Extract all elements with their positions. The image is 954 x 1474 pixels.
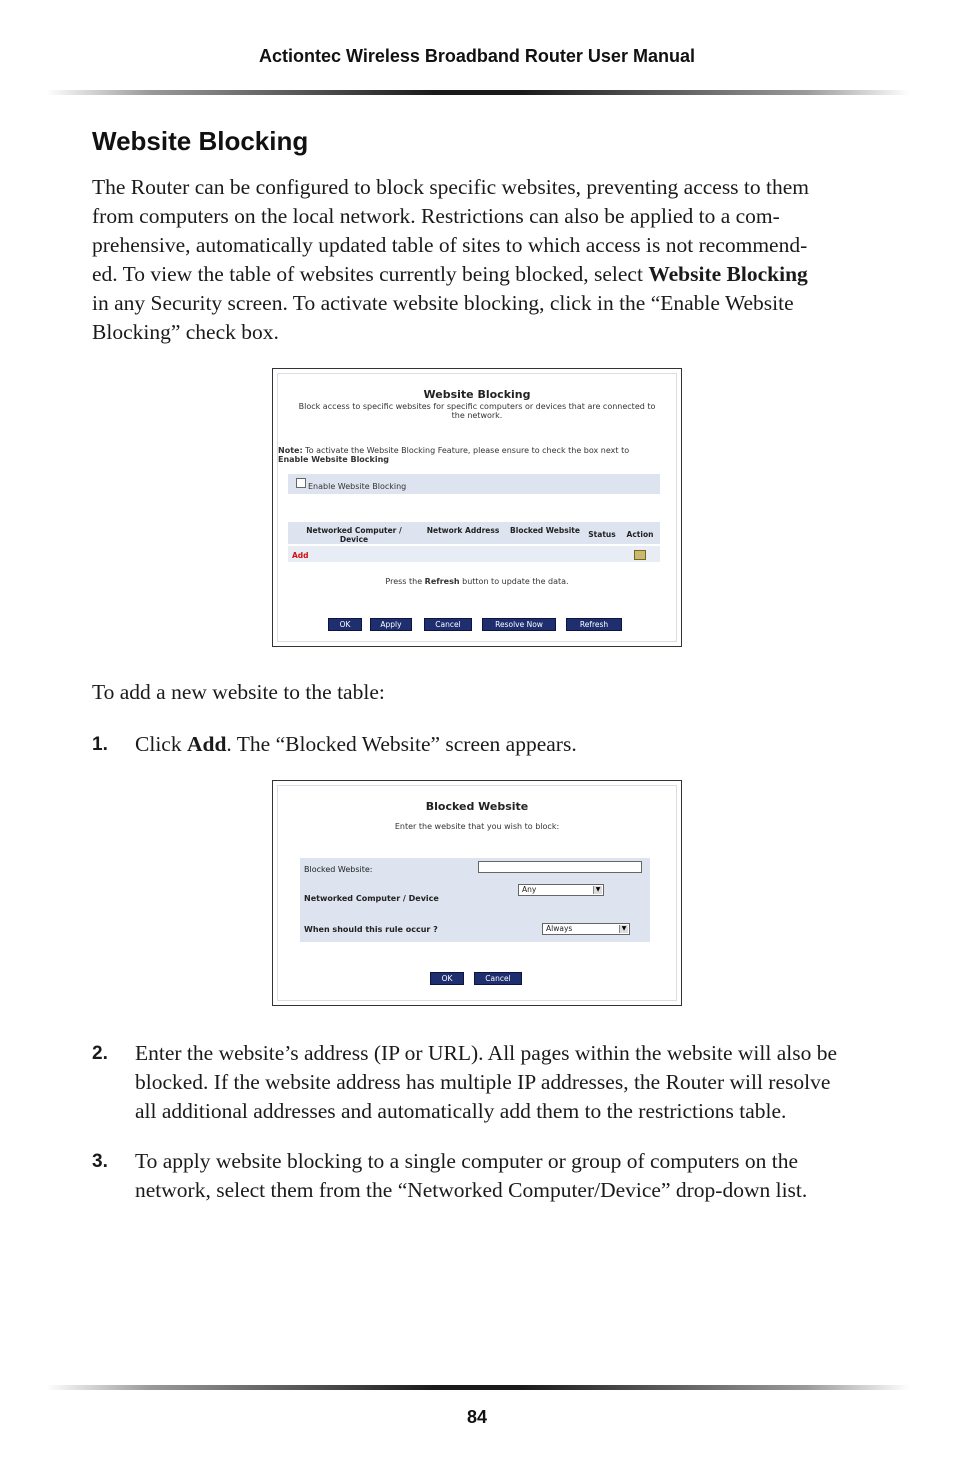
screenshot-frame [277,785,677,1001]
col-status: Status [588,530,616,539]
refresh-note-prefix: Press the [385,577,425,586]
refresh-note [278,577,676,587]
add-intro: To add a new website to the table: [92,680,385,704]
intro-line: The Router can be configured to block specific websites, preventing access to them [92,175,810,199]
apply-button[interactable]: Apply [370,618,412,631]
page-number: 84 [466,1407,488,1427]
enable-website-blocking-label: Enable Website Blocking [308,482,407,491]
intro-line-text: ed. To view the table of websites currently being blocked, select [92,262,649,286]
website-blocking-screenshot [272,368,682,647]
note-text: To activate the Website Blocking Feature, please ensure to check the box next to [302,446,630,455]
cancel-button[interactable]: Cancel [474,972,522,985]
header-divider [46,90,910,95]
schedule-select[interactable] [542,923,630,935]
intro-line: prehensive, automatically updated table of sites to which access is not recommend- [92,233,808,257]
chevron-down-icon: ▼ [619,925,628,933]
networked-computer-value: Any [522,885,537,894]
screenshot-desc-line2: the network. [451,411,503,420]
blocked-website-input[interactable] [478,861,642,873]
blocked-website-label: Blocked Website: [304,865,373,874]
intro-line: in any Security screen. To activate website blocking, click in the “Enable Website [92,291,794,315]
step-text-pre: Click [135,732,187,756]
screenshot-title: Website Blocking [423,388,531,401]
chevron-down-icon: ▼ [593,886,602,894]
manual-header-title: Actiontec Wireless Broadband Router User Manual [259,46,695,66]
section-title: Website Blocking [92,126,309,156]
refresh-note-suffix: button to update the data. [459,577,569,586]
rule-occur-label: When should this rule occur ? [304,925,438,934]
step-line: network, select them from the “Networked Computer/Device” drop-down list. [135,1178,808,1202]
add-action-icon[interactable] [634,550,646,560]
intro-paragraph [92,173,872,347]
intro-line [92,260,872,289]
add-row-band [288,546,660,562]
resolve-now-button[interactable]: Resolve Now [482,618,556,631]
refresh-button[interactable]: Refresh [566,618,622,631]
step-line: To apply website blocking to a single computer or group of computers on the [135,1149,799,1173]
screenshot-subtitle: Enter the website that you wish to block: [394,822,560,831]
add-link[interactable]: Add [292,551,309,560]
step-text [135,730,875,759]
step-number: 2. [92,1043,108,1064]
step-line: all additional addresses and automatically add them to the restrictions table. [135,1099,787,1123]
step-text [135,1039,875,1126]
step-line: blocked. If the website address has multiple IP addresses, the Router will resolve [135,1070,831,1094]
step-text-post: . The “Blocked Website” screen appears. [226,732,577,756]
intro-line: from computers on the local network. Restrictions can also be applied to a com- [92,204,780,228]
schedule-value: Always [546,924,573,933]
screenshot-frame [277,373,677,642]
refresh-note-bold: Refresh [424,577,460,586]
ok-button[interactable]: OK [328,618,362,631]
enable-website-blocking-checkbox[interactable] [296,478,306,488]
intro-bold-website-blocking: Website Blocking [648,262,808,286]
networked-computer-select[interactable] [518,884,604,896]
col-networked-computer: Networked Computer / Device [306,526,402,544]
step-number: 1. [92,734,108,755]
networked-computer-label: Networked Computer / Device [304,894,439,903]
note-bold: Enable Website Blocking [278,455,390,464]
intro-line: Blocking” check box. [92,320,279,344]
screenshot-desc-line1: Block access to specific websites for specific computers or devices that are connected to [298,402,656,411]
step-line: Enter the website’s address (IP or URL). All pages within the website will also be [135,1041,837,1065]
step-number: 3. [92,1151,108,1172]
screenshot-title: Blocked Website [425,800,529,813]
cancel-button[interactable]: Cancel [424,618,472,631]
blocked-website-screenshot [272,780,682,1006]
step-text-bold: Add [186,732,227,756]
note-label: Note: [278,446,303,455]
col-action: Action [626,530,654,539]
step-text [135,1147,875,1205]
col-blocked-website: Blocked Website [510,526,580,535]
ok-button[interactable]: OK [430,972,464,985]
footer-divider [46,1385,910,1390]
col-network-address: Network Address [426,526,500,535]
